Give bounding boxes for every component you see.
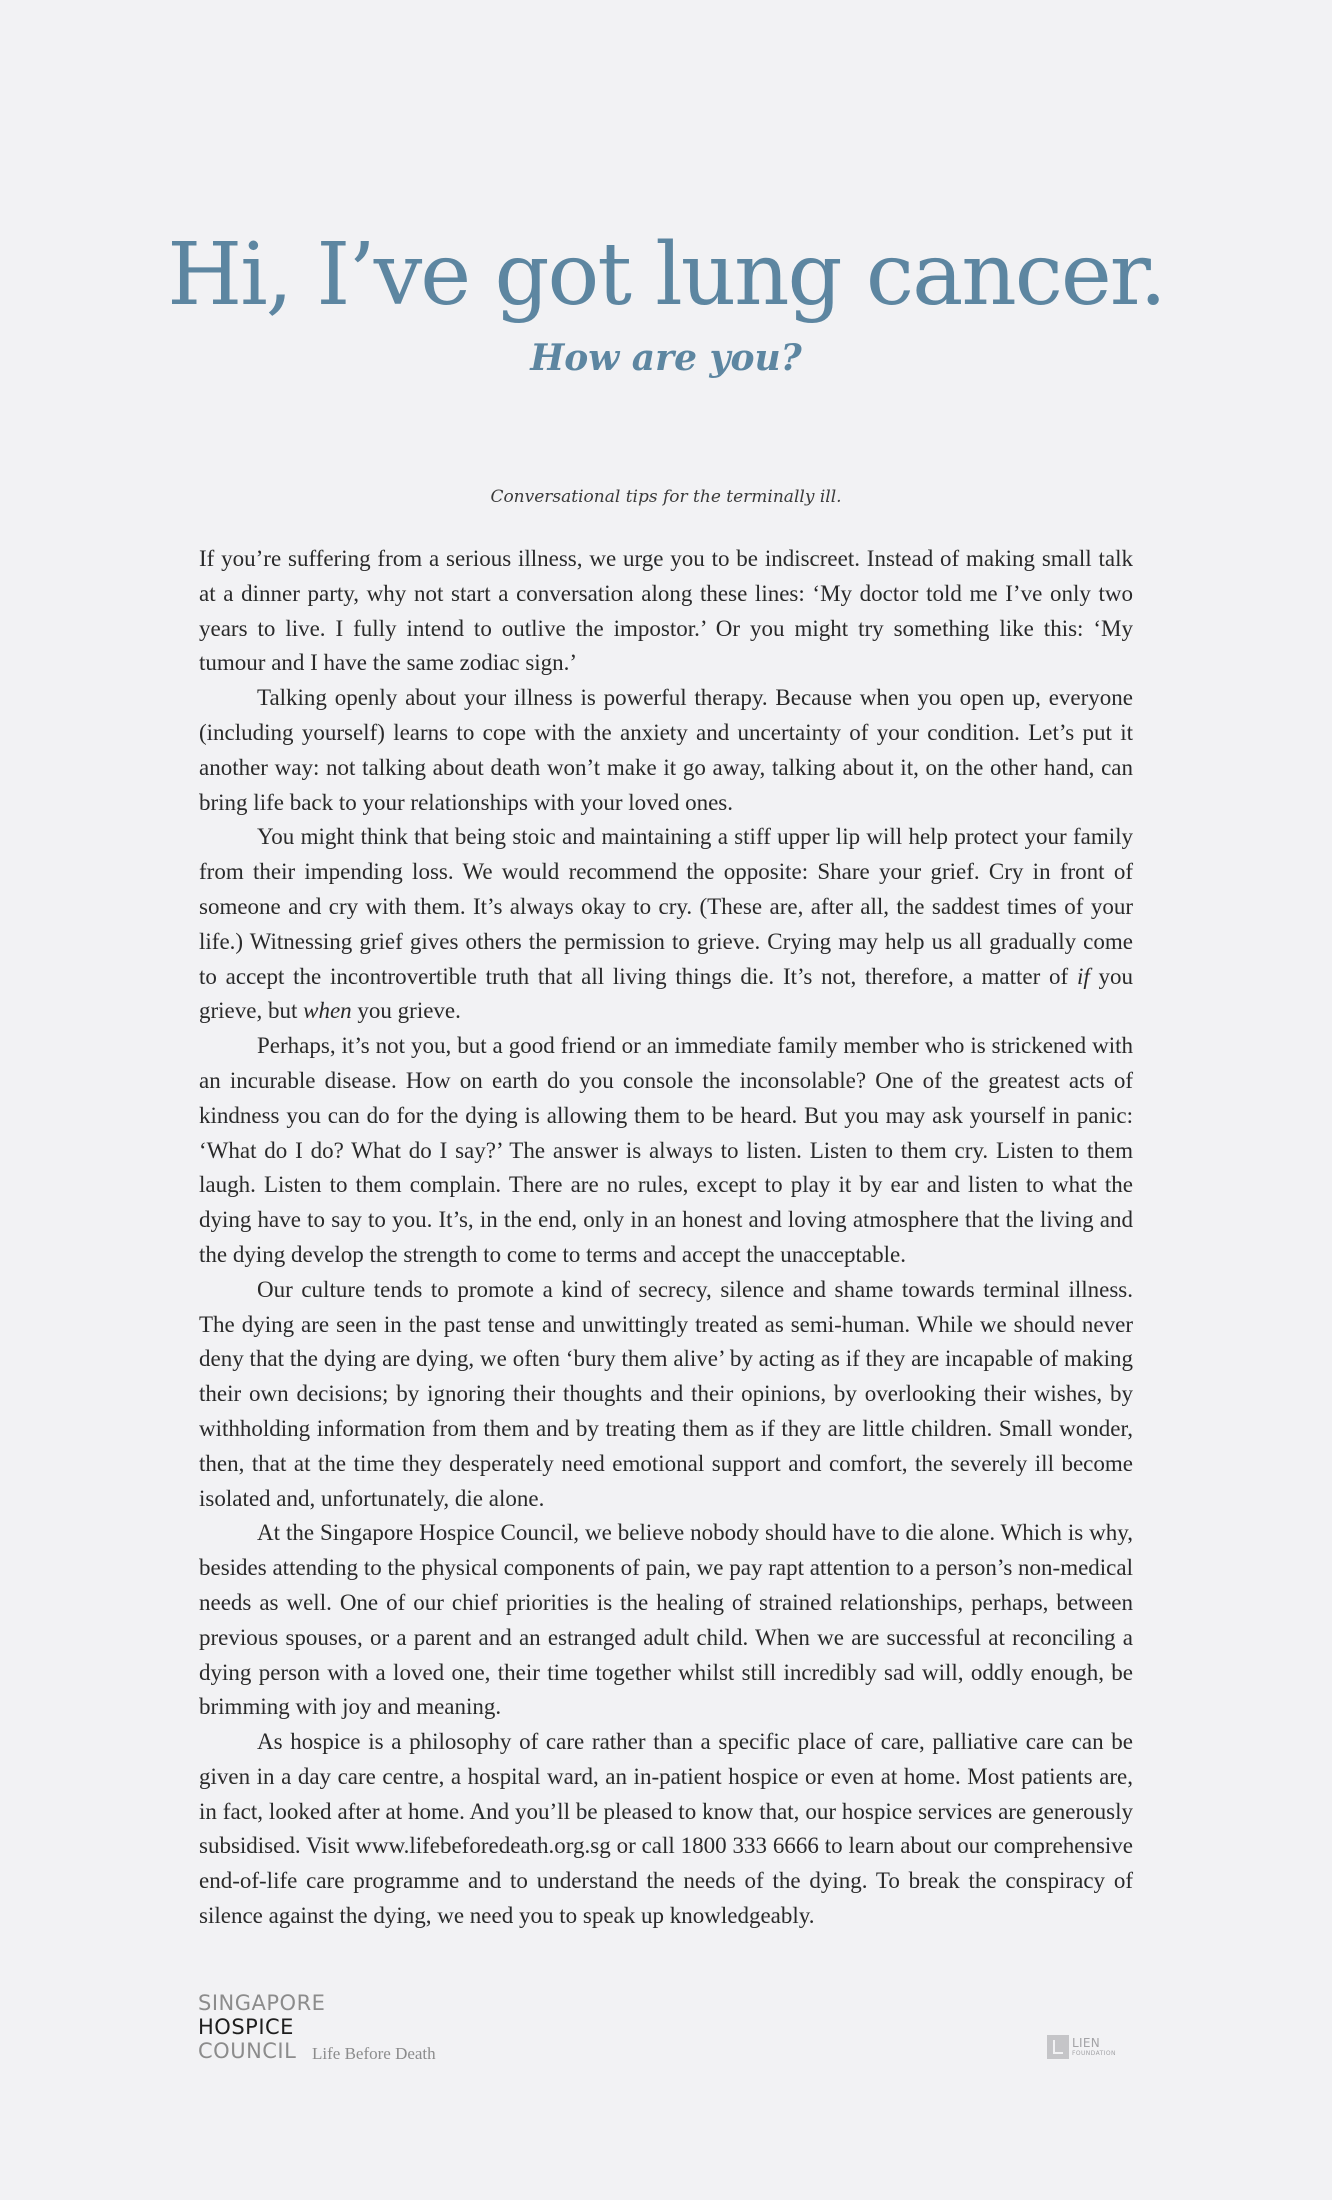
emphasis-if: if [1076, 963, 1090, 989]
paragraph-text: you grieve, but [199, 963, 1134, 1024]
paragraph: At the Singapore Hospice Council, we believe nobody should have to die alone. Which is why, besides attending to the physical components of pain, we pay rapt attention to a person’s non-medical needs as well. One of our chief priorities is the healing of strained relationships, perhaps, between previous spouses, or a parent and an estranged adult child. When we are successful at reconciling a dying person with a loved one, their time together whilst still incredibly sad will, oddly enough, be brimming with joy and meaning. [199, 1520, 1133, 1720]
paragraph [199, 820, 1133, 1029]
emphasis-when: when [303, 998, 352, 1024]
paragraph: Our culture tends to promote a kind of secrecy, silence and shame towards terminal illness. The dying are seen in the past tense and unwittingly treated as semi-human. While we should never deny that the dying are dying, we often ‘bury them alive’ by acting as if they are incapable of making their own decisions; by ignoring their thoughts and their opinions, by overlooking their wishes, by withholding information from them and by treating them as if they are little children. Small wonder, then, that at the time they desperately need emotional support and comfort, the severely ill become isolated and, unfortunately, die alone. [199, 1276, 1133, 1511]
paragraph: If you’re suffering from a serious illness, we urge you to be indiscreet. Instead of making small talk at a dinner party, why not start a conversation along these lines: ‘My doctor told me I’ve only two years to live. I fully intend to outlive the impostor.’ Or you might try something like this: ‘My tumour and I have the same zodiac sign.’ [199, 546, 1133, 676]
paragraph: As hospice is a philosophy of care rather than a specific place of care, palliative care can be given in a day care centre, a hospital ward, an in-patient hospice or even at home. Most patients are, in fact, looked after at home. And you’ll be pleased to know that, our hospice services are generously subsidised. Visit www.lifebeforedeath.org.sg or call 1800 333 6666 to learn about our comprehensive end-of-life care programme and to understand the needs of the dying. To break the conspiracy of silence against the dying, we need you to speak up knowledgeably. [199, 1729, 1133, 1929]
tagline: Conversational tips for the terminally ill. [490, 487, 842, 507]
lien-name: LIEN [1072, 2036, 1100, 2050]
body-copy [199, 542, 1133, 1934]
lien-foundation-logo [1047, 2034, 1116, 2060]
logo-line-council: COUNCIL [198, 2039, 297, 2063]
singapore-hospice-council-logo [198, 1991, 436, 2063]
logo-tagline: Life Before Death [312, 2044, 436, 2063]
subheadline: How are you? [530, 337, 802, 379]
logo-line-singapore: SINGAPORE [198, 1991, 326, 2015]
lien-foundation-text: FOUNDATION [1072, 2050, 1116, 2057]
headline: Hi, I’ve got lung cancer. [167, 225, 1165, 325]
logo-line-hospice: HOSPICE [198, 2015, 294, 2039]
paragraph: Talking openly about your illness is powerful therapy. Because when you open up, everyone (including yourself) learns to cope with the anxiety and uncertainty of your condition. Let’s put it another way: not talking about death won’t make it go away, talking about it, on the other hand, can bring life back to your relationships with your loved ones. [199, 685, 1133, 815]
paragraph-text: you grieve. [351, 998, 461, 1024]
paragraph-text: You might think that being stoic and maintaining a stiff upper lip will help protect your family from their impending loss. We would recommend the opposite: Share your grief. Cry in front of someone and cry with them. It’s always okay to cry. (These are, after all, the saddest times of your life.) Witnessing grief gives others the permission to grieve. Crying may help us all gradually come to accept the incontrovertible truth that all living things die. It’s not, therefore, a matter of [199, 824, 1133, 989]
lien-logo-icon [1047, 2035, 1069, 2059]
paragraph: Perhaps, it’s not you, but a good friend or an immediate family member who is strickened with an incurable disease. How on earth do you console the inconsolable? One of the greatest acts of kindness you can do for the dying is allowing them to be heard. But you may ask yourself in panic: ‘What do I do? What do I say?’ The answer is always to listen. Listen to them cry. Listen to them laugh. Listen to them complain. There are no rules, except to play it by ear and listen to what the dying have to say to you. It’s, in the end, only in an honest and loving atmosphere that the living and the dying develop the strength to come to terms and accept the unacceptable. [199, 1033, 1133, 1267]
